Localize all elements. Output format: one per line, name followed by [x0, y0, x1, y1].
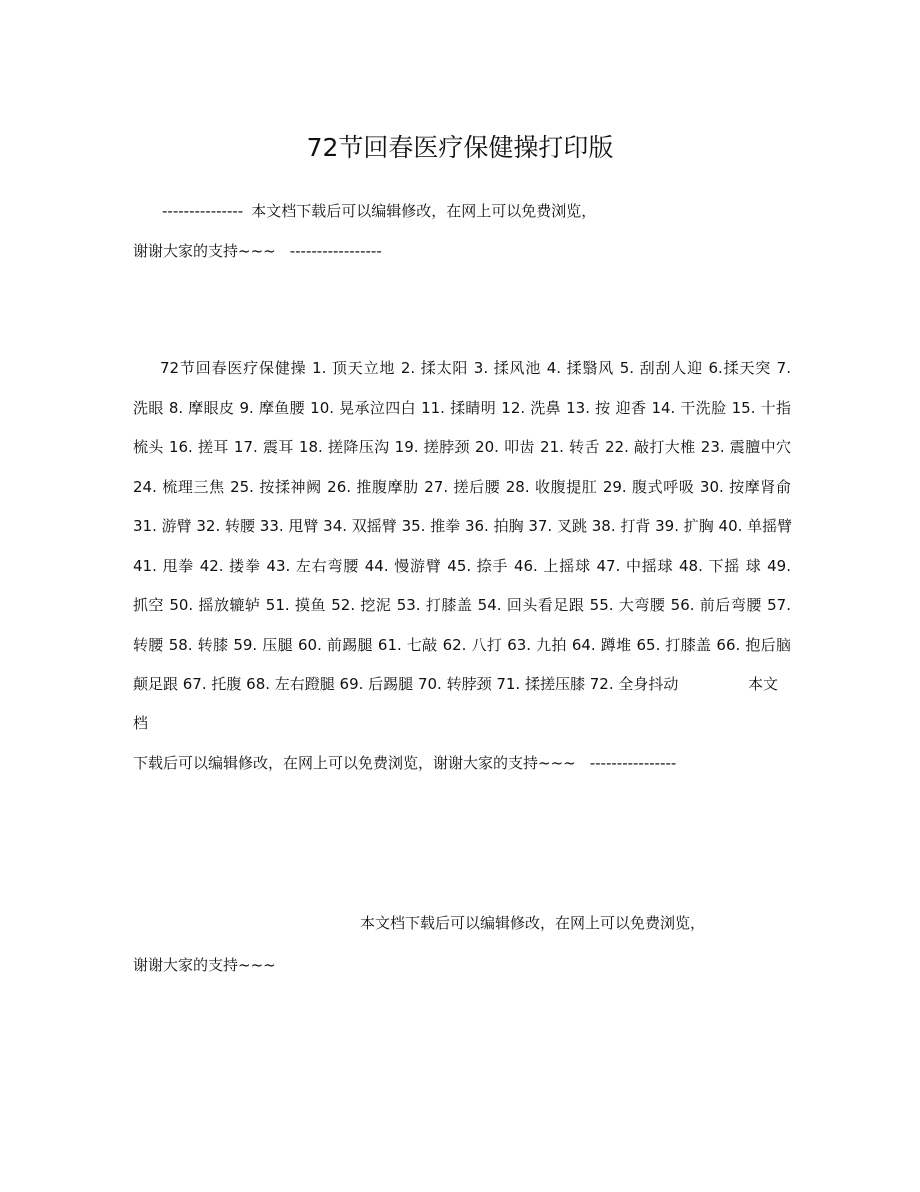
paragraph-line: 颠足跟 67. 托腹 68. 左右蹬腿 69. 后踢腿 70. 转脖颈 71. 揉搓压膝 72. 全身抖动: [133, 675, 679, 693]
paragraph-trailing-word: 本文: [748, 675, 779, 693]
paragraph-line: 档: [133, 714, 149, 732]
header-note-text2: 谢谢大家的支持~~~: [133, 242, 276, 260]
header-note-line1: [162, 200, 596, 222]
bottom-note-line1: 本文档下载后可以编辑修改，在网上可以免费浏览，: [360, 914, 706, 932]
paragraph-line: 24. 梳理三焦 25. 按揉神阙 26. 推腹摩肋 27. 搓后腰 28. 收腹提肛 29. 腹式呼吸 30. 按摩肾俞: [133, 478, 791, 496]
footer-note-line: [133, 752, 676, 774]
header-dashes-left: ---------------: [162, 202, 244, 220]
paragraph-line: 31. 游臂 32. 转腰 33. 甩臂 34. 双摇臂 35. 推拳 36. 拍胸 37. 叉跳 38. 打背 39. 扩胸 40. 单摇臂: [133, 517, 793, 535]
paragraph-line: 转腰 58. 转膝 59. 压腿 60. 前踢腿 61. 七敲 62. 八打 63. 九拍 64. 蹲堆 65. 打膝盖 66. 抱后脑: [133, 636, 791, 654]
paragraph-line: 洗眼 8. 摩眼皮 9. 摩鱼腰 10. 晃承泣四白 11. 揉睛明 12. 洗鼻 13. 按 迎香 14. 干洗脸 15. 十指: [133, 399, 791, 417]
footer-note-text: 下载后可以编辑修改，在网上可以免费浏览，谢谢大家的支持~~~: [133, 754, 576, 772]
paragraph-line: 72节回春医疗保健操 1. 顶天立地 2. 揉太阳 3. 揉风池 4. 揉翳风 5. 刮刮人迎 6.揉天突 7.: [160, 359, 791, 377]
header-note-line2: [133, 240, 382, 262]
header-note-text1: 本文档下载后可以编辑修改，在网上可以免费浏览，: [251, 202, 597, 220]
footer-dashes: ----------------: [589, 754, 677, 772]
page-title: 72节回春医疗保健操打印版: [306, 133, 614, 162]
paragraph-line: 梳头 16. 搓耳 17. 震耳 18. 搓降压沟 19. 搓脖颈 20. 叩齿 21. 转舌 22. 敲打大椎 23. 震膻中穴: [133, 438, 791, 456]
bottom-note-line2: 谢谢大家的支持~~~: [133, 956, 276, 974]
paragraph-line: 41. 甩拳 42. 搂拳 43. 左右弯腰 44. 慢游臂 45. 捺手 46. 上摇球 47. 中摇球 48. 下摇 球 49.: [133, 557, 791, 575]
paragraph-line: 抓空 50. 摇放辘轳 51. 摸鱼 52. 挖泥 53. 打膝盖 54. 回头看足跟 55. 大弯腰 56. 前后弯腰 57.: [133, 596, 791, 614]
header-dashes-right: -----------------: [289, 242, 382, 260]
